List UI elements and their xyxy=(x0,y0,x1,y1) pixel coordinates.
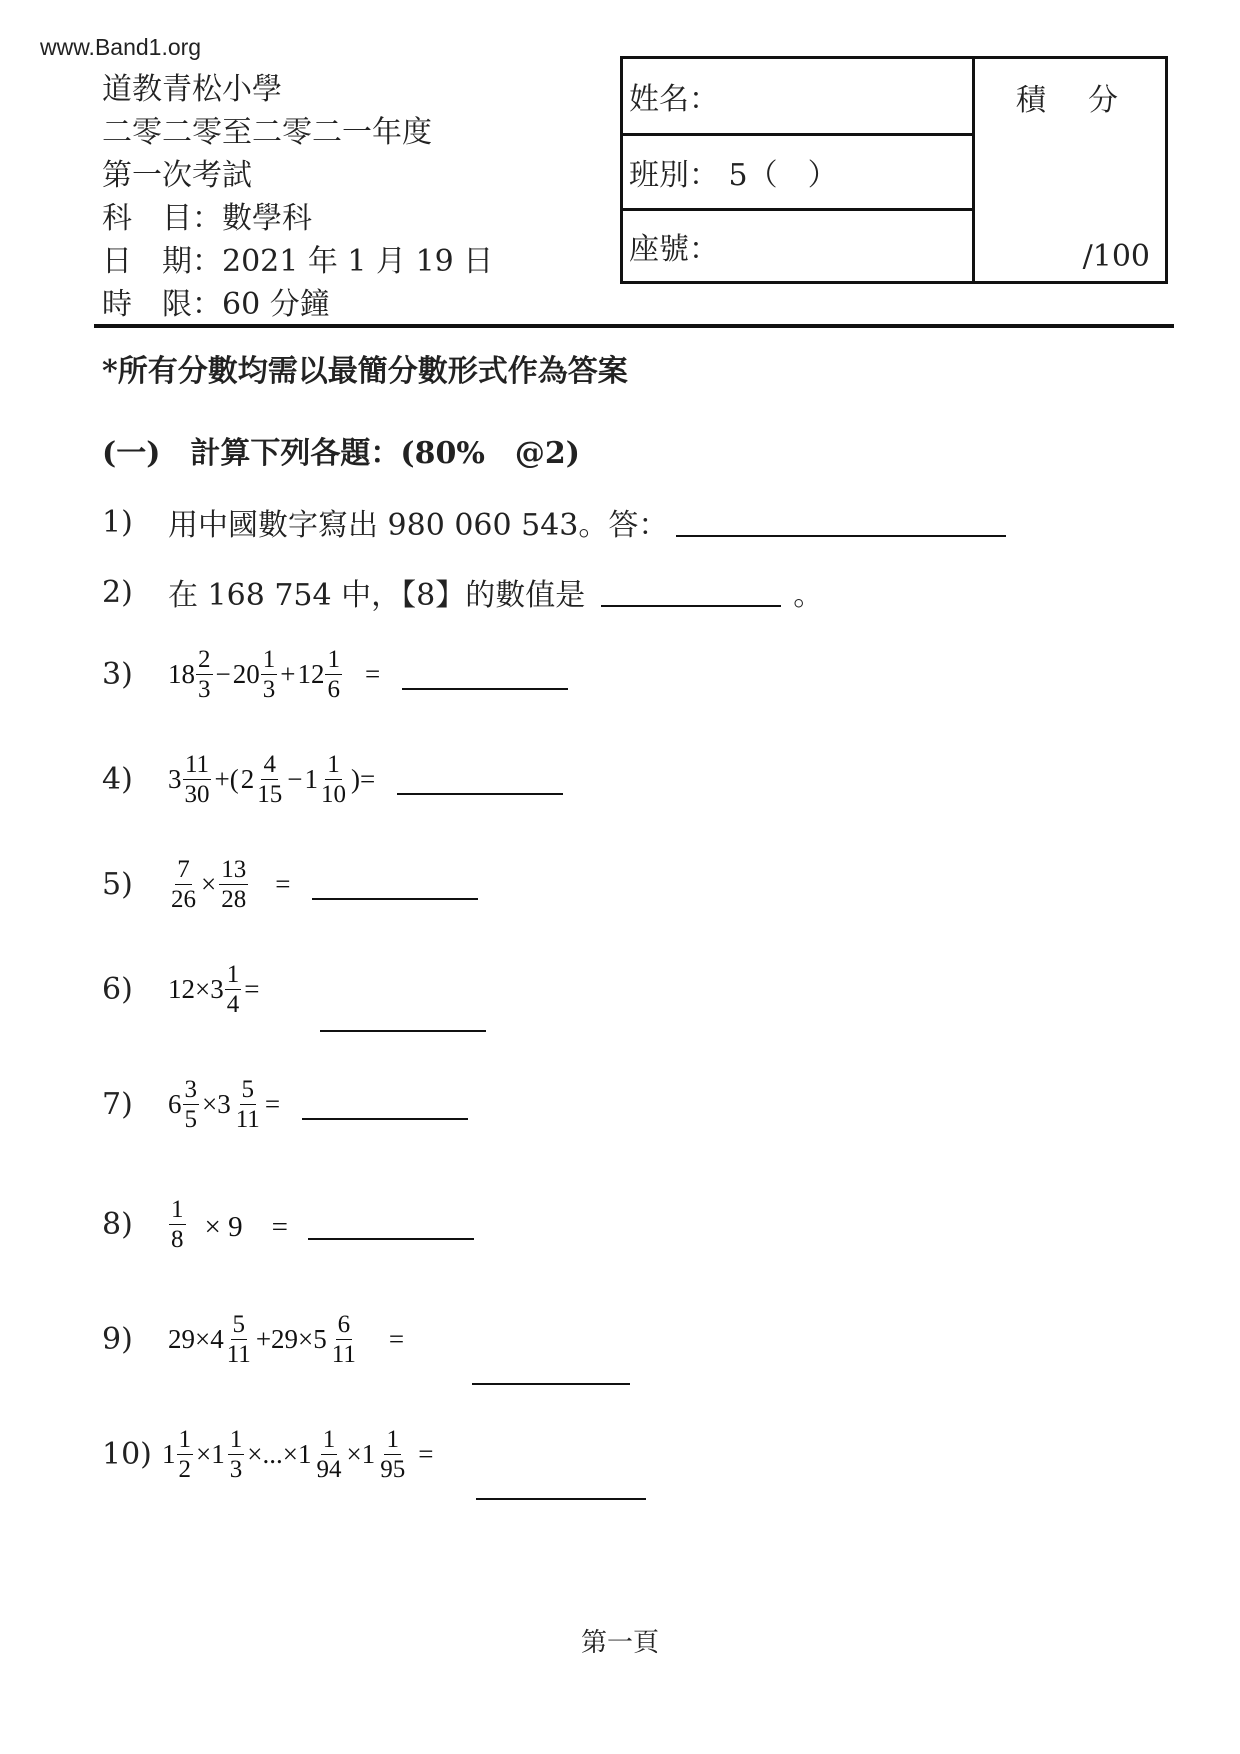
score-total: /100 xyxy=(1082,239,1150,274)
question-3 xyxy=(102,645,568,704)
fraction: $\frac{5}{11}$ xyxy=(235,1076,260,1133)
date-line: 日 期：2021 年 1 月 19 日 xyxy=(102,244,494,279)
header-divider xyxy=(94,324,1174,328)
fraction: 4 15 xyxy=(257,751,283,808)
fraction: $\frac{1}{3}$ xyxy=(229,1426,243,1483)
operator: ×1 xyxy=(346,1439,376,1469)
answer-blank[interactable] xyxy=(397,765,563,795)
fraction: 11 30 xyxy=(184,751,210,808)
operator: × xyxy=(201,869,217,899)
math-expression xyxy=(168,750,377,809)
answer-blank[interactable] xyxy=(312,870,478,900)
question-number: 5) xyxy=(102,867,133,902)
page-number: 第一頁 xyxy=(580,1628,659,1658)
whole-number: 1 xyxy=(304,764,318,794)
answer-blank[interactable] xyxy=(302,1090,468,1120)
answer-blank-q6[interactable] xyxy=(320,1002,486,1032)
fraction: $\frac{6}{11}$ xyxy=(331,1311,356,1368)
whole-number: 12×3 xyxy=(168,974,224,1004)
school-name: 道教青松小學 xyxy=(102,72,282,107)
operator: ×...×1 xyxy=(247,1439,312,1469)
student-info-box xyxy=(620,56,1168,284)
question-text: 在 168 754 中，【8】的數值是 xyxy=(168,578,586,613)
question-number: 4) xyxy=(102,762,133,797)
question-text: 用中國數字寫出 980 060 543。答： xyxy=(168,508,669,543)
operator: +29×5 xyxy=(255,1324,327,1354)
fraction: $\frac{1}{4}$ xyxy=(226,961,240,1018)
exam-header xyxy=(102,68,493,326)
question-number: 8) xyxy=(102,1207,133,1242)
equals: = xyxy=(364,659,381,689)
question-number: 1) xyxy=(102,504,133,540)
fraction: 1 10 xyxy=(320,751,346,808)
equals: = xyxy=(275,869,291,899)
whole-number: 6 xyxy=(168,1089,182,1119)
fraction: $\frac{7}{26}$ xyxy=(171,856,196,913)
operator: ×3 xyxy=(202,1089,231,1119)
operator: − xyxy=(287,764,303,794)
whole-number: 20 xyxy=(232,659,260,689)
fraction: $\frac{3}{5}$ xyxy=(184,1076,197,1133)
name-field[interactable] xyxy=(623,59,975,136)
fraction: 1 3 xyxy=(262,646,276,703)
fraction: $\frac{1}{6}$ xyxy=(327,646,340,703)
equals: = xyxy=(264,1089,281,1119)
operator: +( xyxy=(214,764,239,794)
fraction: $\frac{1}{8}$ xyxy=(171,1196,184,1253)
score-label: 積 分 xyxy=(1016,83,1124,118)
question-number: 7) xyxy=(102,1087,133,1122)
question-number: 6) xyxy=(102,972,133,1007)
operator: + xyxy=(280,659,296,689)
time-limit-line: 時 限：60 分鐘 xyxy=(102,287,330,322)
question-10 xyxy=(102,1425,435,1484)
exam-name: 第一次考試 xyxy=(102,158,252,193)
whole-number: 1 xyxy=(162,1439,176,1469)
class-field[interactable] xyxy=(623,133,975,211)
whole-number: 18 xyxy=(168,659,195,689)
answer-blank-q9[interactable] xyxy=(472,1355,630,1385)
question-8 xyxy=(102,1195,474,1254)
equals: = xyxy=(388,1324,405,1354)
math-expression xyxy=(168,1310,406,1369)
fraction: $\frac{1}{94}$ xyxy=(316,1426,342,1483)
operator: )= xyxy=(350,764,376,794)
question-6 xyxy=(102,960,261,1019)
fraction: 2 3 xyxy=(198,646,211,703)
operator: − xyxy=(215,659,231,689)
question-7 xyxy=(102,1075,468,1134)
question-9 xyxy=(102,1310,406,1369)
seat-field[interactable] xyxy=(623,208,975,281)
instruction-note: *所有分數均需以最簡分數形式作為答案 xyxy=(102,354,628,389)
question-number: 3) xyxy=(102,657,133,692)
whole-number: 3 xyxy=(168,764,182,794)
operator: × 9 = xyxy=(204,1211,288,1243)
school-year: 二零二零至二零二一年度 xyxy=(102,115,432,150)
question-number: 10) xyxy=(102,1437,152,1472)
subject-line: 科 目：數學科 xyxy=(102,201,312,236)
name-label: 姓名： xyxy=(629,82,719,117)
question-number: 2) xyxy=(102,574,133,610)
fraction: $\frac{1}{95}$ xyxy=(380,1426,406,1483)
equals: = xyxy=(244,974,260,1004)
whole-number: 2 xyxy=(240,764,255,794)
operator: ×1 xyxy=(196,1439,225,1469)
whole-number: 29×4 xyxy=(168,1324,224,1354)
question-5 xyxy=(102,855,478,914)
math-expression xyxy=(168,855,292,914)
fraction: $\frac{13}{28}$ xyxy=(221,856,247,913)
question-1 xyxy=(102,500,1006,544)
question-4 xyxy=(102,750,563,809)
question-2 xyxy=(102,570,823,614)
equals: = xyxy=(418,1439,434,1469)
class-label: 班別： 5（ ） xyxy=(629,158,838,193)
question-number: 9) xyxy=(102,1322,133,1357)
watermark: www.Band1.org xyxy=(40,34,202,60)
question-text-end: 。 xyxy=(793,578,824,613)
section-title: (一) 計算下列各題：(80% @2) xyxy=(102,436,580,471)
math-expression xyxy=(162,1425,435,1484)
answer-blank[interactable] xyxy=(308,1210,474,1240)
answer-blank-q10[interactable] xyxy=(476,1470,646,1500)
answer-blank[interactable] xyxy=(402,660,568,690)
answer-blank[interactable] xyxy=(601,577,781,607)
fraction: $\frac{1}{2}$ xyxy=(178,1426,191,1483)
math-expression xyxy=(168,960,261,1019)
fraction: 5 11 xyxy=(226,1311,251,1368)
seat-label: 座號： xyxy=(629,232,719,267)
math-expression xyxy=(168,1195,290,1254)
math-expression xyxy=(168,645,382,704)
math-expression xyxy=(168,1075,282,1134)
whole-number: 12 xyxy=(297,659,325,689)
answer-blank[interactable] xyxy=(676,507,1006,537)
